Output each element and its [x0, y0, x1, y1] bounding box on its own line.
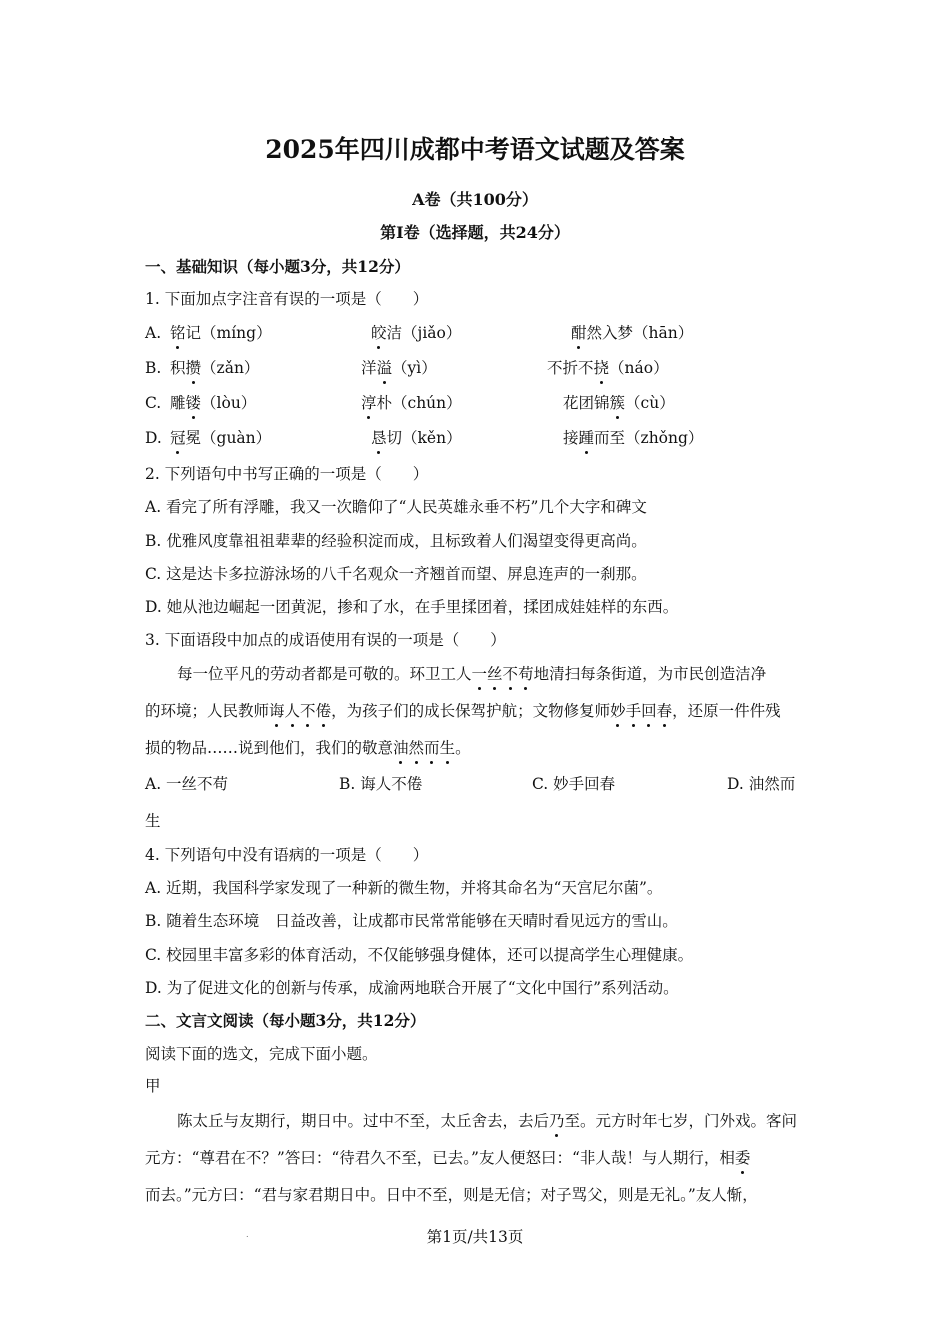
q1-option-c-word3: 花团锦簇（cù）: [563, 394, 675, 412]
q4-option-b: B. 随着生态环境 日益改善，让成都市民常常能够在天晴时看见远方的雪山。: [145, 912, 678, 930]
q1-option-d-word1: 冠冕（guàn）: [170, 429, 272, 447]
q2-option-d: D. 她从池边崛起一团黄泥，掺和了水，在手里揉团着，揉团成娃娃样的东西。: [145, 598, 679, 616]
q4-option-d: D. 为了促进文化的创新与传承，成渝两地联合开展了“文化中国行”系列活动。: [145, 979, 679, 997]
q3-option-c: C. 妙手回春: [532, 775, 616, 793]
q1-option-c-word1: 雕镂（lòu）: [170, 394, 257, 412]
q3-option-d: D. 油然而: [727, 775, 796, 793]
q1-option-c-word2: 淳朴（chún）: [361, 394, 462, 412]
passage-line-3: 而去。”元方曰：“君与家君期日中。日中不至，则是无信；对子骂父，则是无礼。”友人惭，: [145, 1186, 758, 1204]
idiom-1: 一丝不苟: [471, 665, 534, 683]
q1-option-b-label: B.: [145, 359, 162, 377]
dotted-char-nai: 乃: [549, 1112, 565, 1130]
idiom-4: 油然而生: [393, 739, 456, 757]
q1-option-a-label: A.: [145, 324, 162, 342]
question-4: 4. 下列语句中没有语病的一项是（ ）: [145, 846, 429, 864]
q2-option-c: C. 这是达卡多拉游泳场的八千名观众一齐翘首而望、屏息连声的一刹那。: [145, 565, 647, 583]
section-one-heading: 一、基础知识（每小题3分，共12分）: [145, 257, 410, 276]
q4-option-c: C. 校园里丰富多彩的体育活动，不仅能够强身健体，还可以提高学生心理健康。: [145, 946, 694, 964]
question-1: 1. 下面加点字注音有误的一项是（ ）: [145, 290, 429, 308]
q1-option-b-word1: 积攒（zǎn）: [170, 359, 260, 377]
q3-option-a: A. 一丝不苟: [145, 775, 229, 793]
q1-option-d-label: D.: [145, 429, 162, 447]
q1-option-a-word3: 酣然入梦（hān）: [571, 324, 694, 342]
page-footer: 第1页/共13页: [426, 1228, 524, 1246]
q3-option-d-continued: 生: [145, 812, 161, 830]
part-one-heading: 第Ⅰ卷（选择题，共24分）: [380, 223, 570, 242]
q2-option-a: A. 看完了所有浮雕，我又一次瞻仰了“人民英雄永垂不朽”几个大字和碑文: [145, 498, 647, 516]
passage-line-2: 元方：“尊君在不？”答曰：“待君久不至，已去。”友人便怒曰：“非人哉！与人期行，相委: [145, 1149, 751, 1167]
q4-option-a: A. 近期，我国科学家发现了一种新的微生物，并将其命名为“天宫尼尔菌”。: [145, 879, 663, 897]
q1-option-d-word2: 恳切（kěn）: [371, 429, 462, 447]
q1-option-d-word3: 接踵而至（zhǒng）: [563, 429, 704, 447]
idiom-2: 诲人不倦: [269, 702, 332, 720]
question-2: 2. 下列语句中书写正确的一项是（ ）: [145, 465, 429, 483]
paper-a-heading: A卷（共100分）: [412, 190, 538, 209]
doc-title: 2025年四川成都中考语文试题及答案: [265, 135, 685, 164]
reading-instruction: 阅读下面的选文，完成下面小题。: [145, 1045, 378, 1063]
q1-option-b-word3: 不折不挠（náo）: [547, 359, 669, 377]
q1-option-a-word1: 铭记（míng）: [170, 324, 272, 342]
passage-label-jia: 甲: [145, 1077, 161, 1095]
passage-line-1: 陈太丘与友期行，期日中。过中不至，太丘舍去，去后乃至。元方时年七岁，门外戏。客问: [177, 1112, 798, 1130]
dotted-char-wei: 委: [734, 1149, 751, 1167]
q2-option-b: B. 优雅风度靠祖祖辈辈的经验积淀而成，且标致着人们渴望变得更高尚。: [145, 532, 647, 550]
idiom-3: 妙手回春: [610, 702, 673, 720]
q1-option-b-word2: 洋溢（yì）: [361, 359, 437, 377]
q1-option-a-word2: 皎洁（jiǎo）: [371, 324, 462, 342]
q3-passage-line-1: 每一位平凡的劳动者都是可敬的。环卫工人一丝不苟地清扫每条街道，为市民创造洁净: [177, 665, 767, 683]
page-speck: .: [246, 1230, 249, 1239]
q3-passage-line-3: 损的物品……说到他们，我们的敬意油然而生。: [145, 739, 471, 757]
q3-option-b: B. 诲人不倦: [339, 775, 423, 793]
section-two-heading: 二、文言文阅读（每小题3分，共12分）: [145, 1011, 426, 1030]
question-3: 3. 下面语段中加点的成语使用有误的一项是（ ）: [145, 631, 506, 649]
q1-option-c-label: C.: [145, 394, 162, 412]
q3-passage-line-2: 的环境；人民教师诲人不倦，为孩子们的成长保驾护航；文物修复师妙手回春，还原一件件残: [145, 702, 781, 720]
